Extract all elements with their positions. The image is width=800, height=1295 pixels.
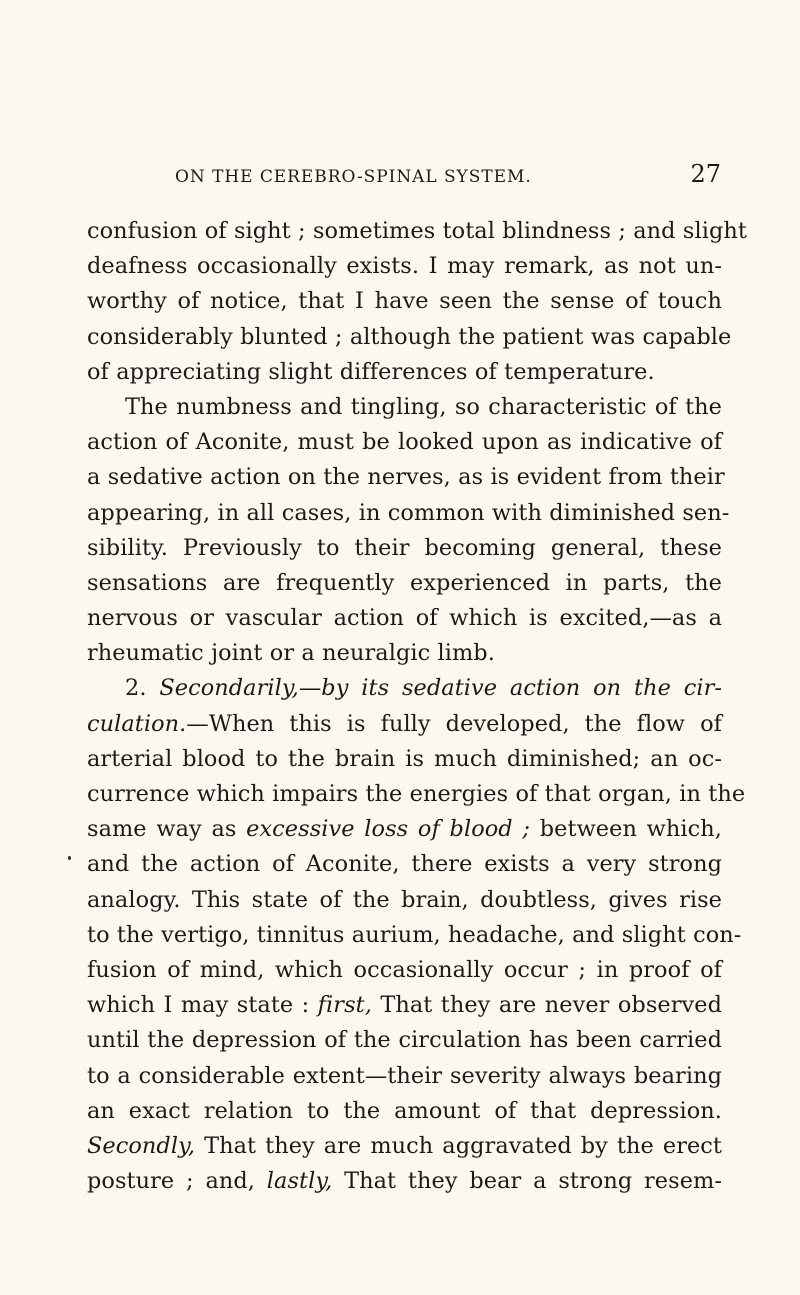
text-run: to a considerable extent—their severity always bearing bbox=[87, 1062, 722, 1089]
text-line bbox=[87, 1129, 722, 1164]
page-number: 27 bbox=[690, 160, 721, 188]
running-head: ON THE CEREBRO-SPINAL SYSTEM. bbox=[175, 167, 532, 187]
text-line bbox=[87, 1023, 722, 1058]
body-text bbox=[87, 214, 747, 1199]
text-line bbox=[87, 566, 722, 601]
text-run: —When this is fully developed, the flow of bbox=[186, 710, 722, 737]
text-run: arterial blood to the brain is much diminished; an oc- bbox=[87, 745, 722, 772]
text-run: confusion of sight ; sometimes total blindness ; and slight bbox=[87, 218, 747, 244]
text-line bbox=[87, 636, 722, 671]
text-line bbox=[87, 284, 722, 319]
text-line bbox=[87, 320, 732, 355]
text-run: and the action of Aconite, there exists a very strong bbox=[87, 851, 722, 878]
text-run: sensations are frequently experienced in parts, the bbox=[87, 569, 722, 596]
italic-run: excessive loss of blood ; bbox=[246, 816, 531, 843]
text-run: which I may state : bbox=[87, 992, 318, 1019]
text-line bbox=[87, 601, 722, 636]
text-line bbox=[87, 777, 746, 812]
text-run: sibility. Previously to their becoming general, these bbox=[87, 534, 722, 561]
text-run: action of Aconite, must be looked upon as indicative of bbox=[87, 429, 722, 456]
text-run: considerably blunted ; although the patient was capable bbox=[87, 323, 732, 350]
text-run: 2. bbox=[125, 675, 160, 702]
text-run: of appreciating slight differences of temperature. bbox=[87, 358, 655, 385]
italic-run: lastly, bbox=[266, 1168, 333, 1195]
text-line bbox=[87, 707, 722, 742]
text-line bbox=[87, 918, 742, 953]
text-line bbox=[87, 214, 747, 249]
text-run: analogy. This state of the brain, doubtless, gives rise bbox=[87, 886, 722, 913]
italic-run: Secondarily,—by its sedative action on the cir- bbox=[159, 675, 722, 702]
text-run: posture ; and, bbox=[87, 1168, 267, 1195]
text-run: currence which impairs the energies of that organ, in the bbox=[87, 781, 746, 807]
italic-run: Secondly, bbox=[87, 1132, 196, 1159]
text-line bbox=[87, 742, 722, 777]
ink-speck bbox=[68, 856, 71, 860]
text-run: same way as bbox=[87, 816, 247, 843]
text-line bbox=[87, 531, 722, 566]
text-line bbox=[87, 988, 722, 1023]
text-line bbox=[87, 425, 722, 460]
page-header bbox=[175, 162, 721, 192]
text-run: That they bear a strong resem- bbox=[332, 1168, 722, 1195]
text-run: The numbness and tingling, so characteristic of the bbox=[125, 393, 722, 420]
text-run: an exact relation to the amount of that depression. bbox=[87, 1097, 722, 1124]
text-line bbox=[87, 249, 722, 284]
text-run: That they are never observed bbox=[371, 992, 722, 1019]
italic-run: culation. bbox=[87, 710, 187, 737]
text-line bbox=[87, 355, 722, 390]
text-line bbox=[87, 1059, 722, 1094]
text-line bbox=[87, 496, 730, 531]
text-run: fusion of mind, which occasionally occur ; in proof of bbox=[87, 956, 722, 983]
text-run: until the depression of the circulation has been carried bbox=[87, 1027, 722, 1054]
text-run: between which, bbox=[530, 816, 722, 843]
text-run: deafness occasionally exists. I may remark, as not un- bbox=[87, 253, 722, 280]
text-run: That they are much aggravated by the erect bbox=[195, 1132, 722, 1159]
text-line bbox=[87, 1164, 722, 1199]
text-line bbox=[87, 953, 722, 988]
text-line bbox=[87, 460, 725, 495]
text-line bbox=[87, 390, 722, 425]
text-line bbox=[87, 671, 722, 706]
text-line bbox=[87, 812, 722, 847]
text-run: appearing, in all cases, in common with diminished sen- bbox=[87, 499, 730, 526]
text-line bbox=[87, 847, 722, 882]
text-run: to the vertigo, tinnitus aurium, headache, and slight con- bbox=[87, 921, 742, 948]
italic-run: first, bbox=[317, 992, 372, 1019]
text-run: rheumatic joint or a neuralgic limb. bbox=[87, 640, 495, 667]
text-run: worthy of notice, that I have seen the sense of touch bbox=[87, 288, 722, 315]
text-run: a sedative action on the nerves, as is evident from their bbox=[87, 464, 725, 491]
text-line bbox=[87, 883, 722, 918]
text-run: nervous or vascular action of which is excited,—as a bbox=[87, 605, 722, 632]
text-line bbox=[87, 1094, 722, 1129]
